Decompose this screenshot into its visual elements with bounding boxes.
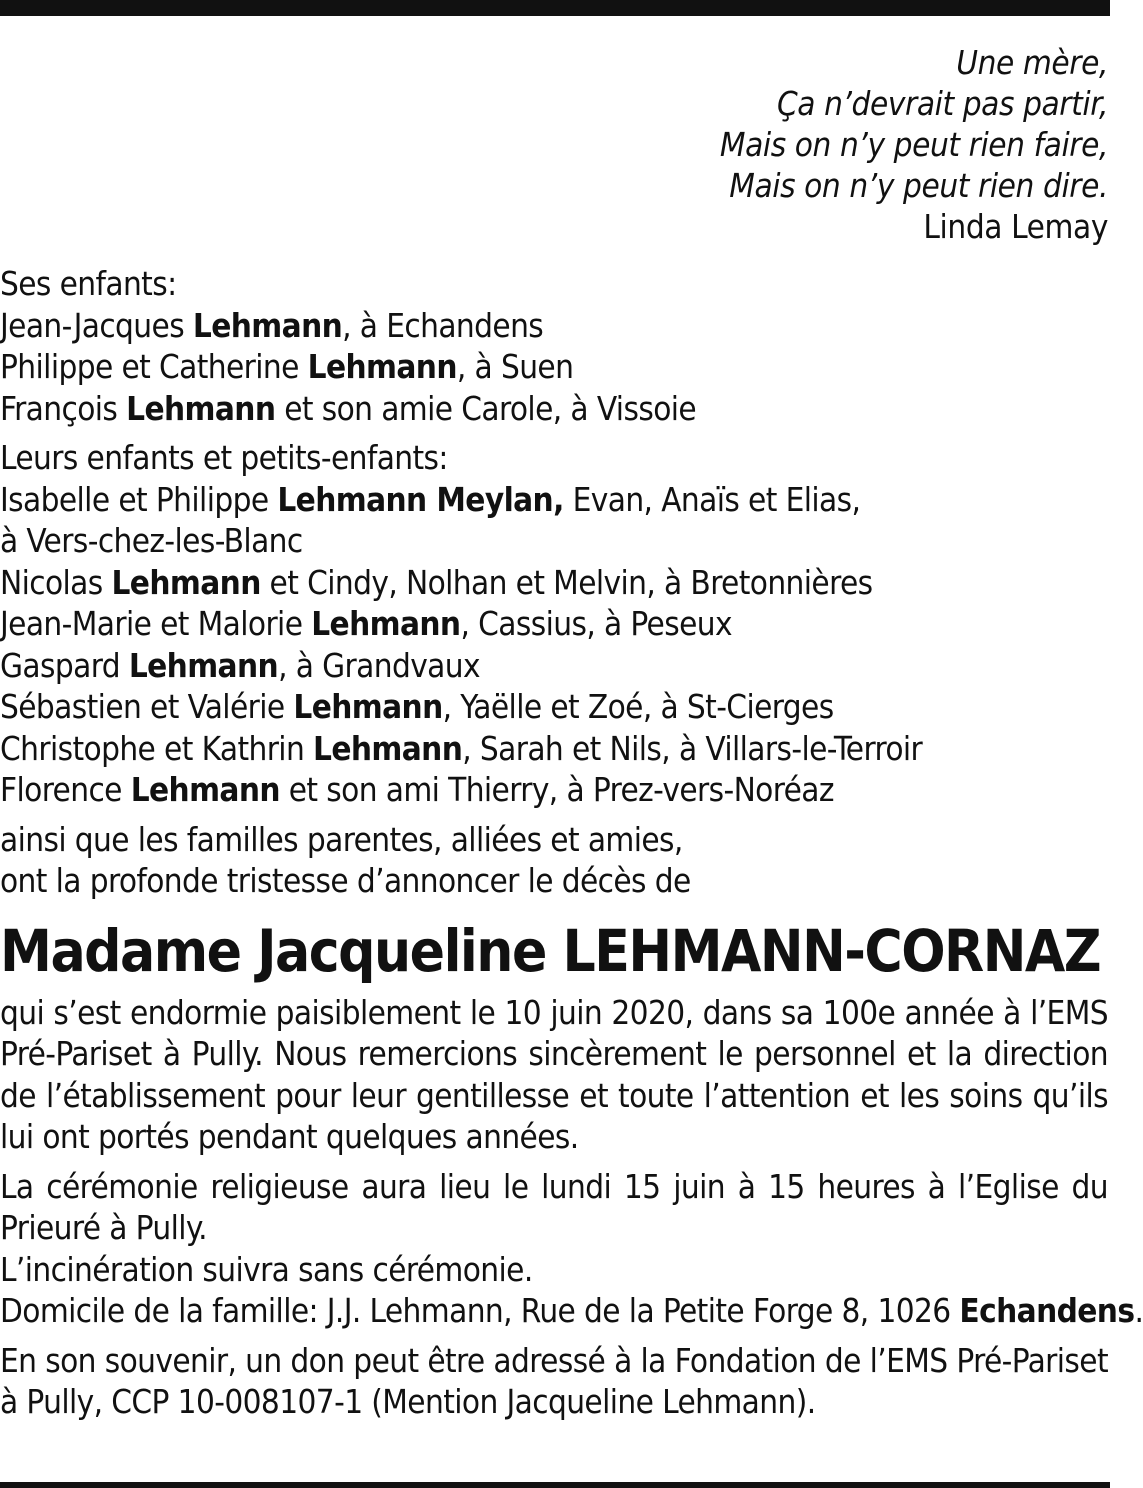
location: , Yaëlle et Zoé, à St-Cierges [442, 687, 834, 726]
location: et son ami Thierry, à Prez-vers-Noréaz [279, 770, 834, 809]
top-rule [0, 0, 1110, 16]
location: , à Suen [456, 347, 574, 386]
family-line [0, 645, 1110, 687]
poem-quote [720, 42, 1108, 247]
poem-line: Mais on n’y peut rien faire, [719, 125, 1108, 164]
family-name: Lehmann [130, 770, 280, 809]
incineration-text: L’incinération suivra sans cérémonie. [0, 1249, 533, 1289]
family-name: Lehmann [192, 305, 343, 345]
domicile-town: Echandens [959, 1291, 1135, 1330]
grandchildren-section [0, 437, 1110, 811]
given-names: François [0, 388, 127, 428]
family-name: Lehmann [111, 562, 261, 602]
given-names: Jean-Marie et Malorie [0, 604, 312, 643]
children-section [0, 263, 1110, 429]
location: , Cassius, à Peseux [460, 604, 732, 643]
family-name: Lehmann Meylan, [277, 479, 564, 519]
given-names: Isabelle et Philippe [0, 479, 278, 519]
family-line [0, 562, 1110, 604]
grandchildren-heading: Leurs enfants et petits-enfants: [0, 438, 448, 477]
obituary-body [0, 263, 1143, 1423]
children-heading: Ses enfants: [0, 264, 177, 303]
given-names: Gaspard [0, 645, 129, 685]
given-names: Florence [0, 770, 131, 809]
family-name: Lehmann [126, 388, 276, 428]
family-line [0, 346, 1110, 388]
given-names: Christophe et Kathrin [0, 728, 313, 768]
given-names: Nicolas [0, 562, 112, 602]
donation-paragraph: En son souvenir, un don peut être adressé à la Fondation de l’EMS Pré-Pariset à Pully, CCP 10-008107-1 (Mention Jacqueline Lehmann). [0, 1340, 1108, 1421]
family-line [0, 388, 1110, 430]
location: , à Echandens [342, 305, 544, 345]
poem-line: Ça n’devrait pas partir, [776, 84, 1108, 123]
family-name: Lehmann [311, 604, 461, 643]
passing-paragraph: qui s’est endormie paisiblement le 10 juin 2020, dans sa 100e année à l’EMS Pré-Pariset à Pully. Nous remercions sincèrement le personnel et la direction de l’établissement pour leur gentillesse et toute l’attention et les soins qu’ils lui ont portés pendant quelques années. [0, 992, 1108, 1156]
family-line [0, 305, 1110, 347]
given-names: Jean-Jacques [0, 305, 193, 345]
location: , à Grandvaux [278, 645, 480, 685]
location: , Sarah et Nils, à Villars-le-Terroir [462, 728, 923, 768]
location: et son amie Carole, à Vissoie [275, 388, 697, 428]
family-name: Lehmann [307, 347, 457, 386]
domicile-end: . [1134, 1291, 1143, 1330]
domicile-address: Domicile de la famille: J.J. Lehmann, Rue de la Petite Forge 8, 1026 [0, 1291, 960, 1330]
ceremony-section [0, 1166, 1143, 1332]
family-line [0, 728, 1110, 770]
family-line [0, 769, 1110, 811]
family-domicile [0, 1290, 1143, 1332]
poem-line: Une mère, [956, 43, 1108, 82]
location: Evan, Anaïs et Elias, [563, 479, 861, 519]
given-names: à Vers-chez-les-Blanc [0, 521, 303, 560]
given-names: Sébastien et Valérie [0, 687, 294, 726]
family-line [0, 479, 1110, 521]
family-name: Lehmann [128, 645, 279, 685]
location: et Cindy, Nolhan et Melvin, à Bretonnières [260, 562, 873, 602]
announcement-line: ainsi que les familles parentes, alliées et amies, [0, 819, 683, 859]
family-name: Lehmann [293, 687, 443, 726]
given-names: Philippe et Catherine [0, 347, 308, 386]
poem-author: Linda Lemay [923, 207, 1108, 246]
family-name: Lehmann [313, 728, 463, 768]
announcement [0, 819, 1110, 902]
poem-line: Mais on n’y peut rien dire. [729, 166, 1108, 205]
family-line [0, 686, 1110, 728]
announcement-line: ont la profonde tristesse d’annoncer le décès de [0, 861, 691, 900]
family-line [0, 520, 1110, 562]
bottom-rule [0, 1482, 1110, 1488]
deceased-name: Madame Jacqueline LEHMANN-CORNAZ [0, 916, 1101, 985]
family-line [0, 603, 1110, 645]
ceremony-text: La cérémonie religieuse aura lieu le lundi 15 juin à 15 heures à l’Eglise du Prieuré à Pully. [0, 1166, 1108, 1247]
